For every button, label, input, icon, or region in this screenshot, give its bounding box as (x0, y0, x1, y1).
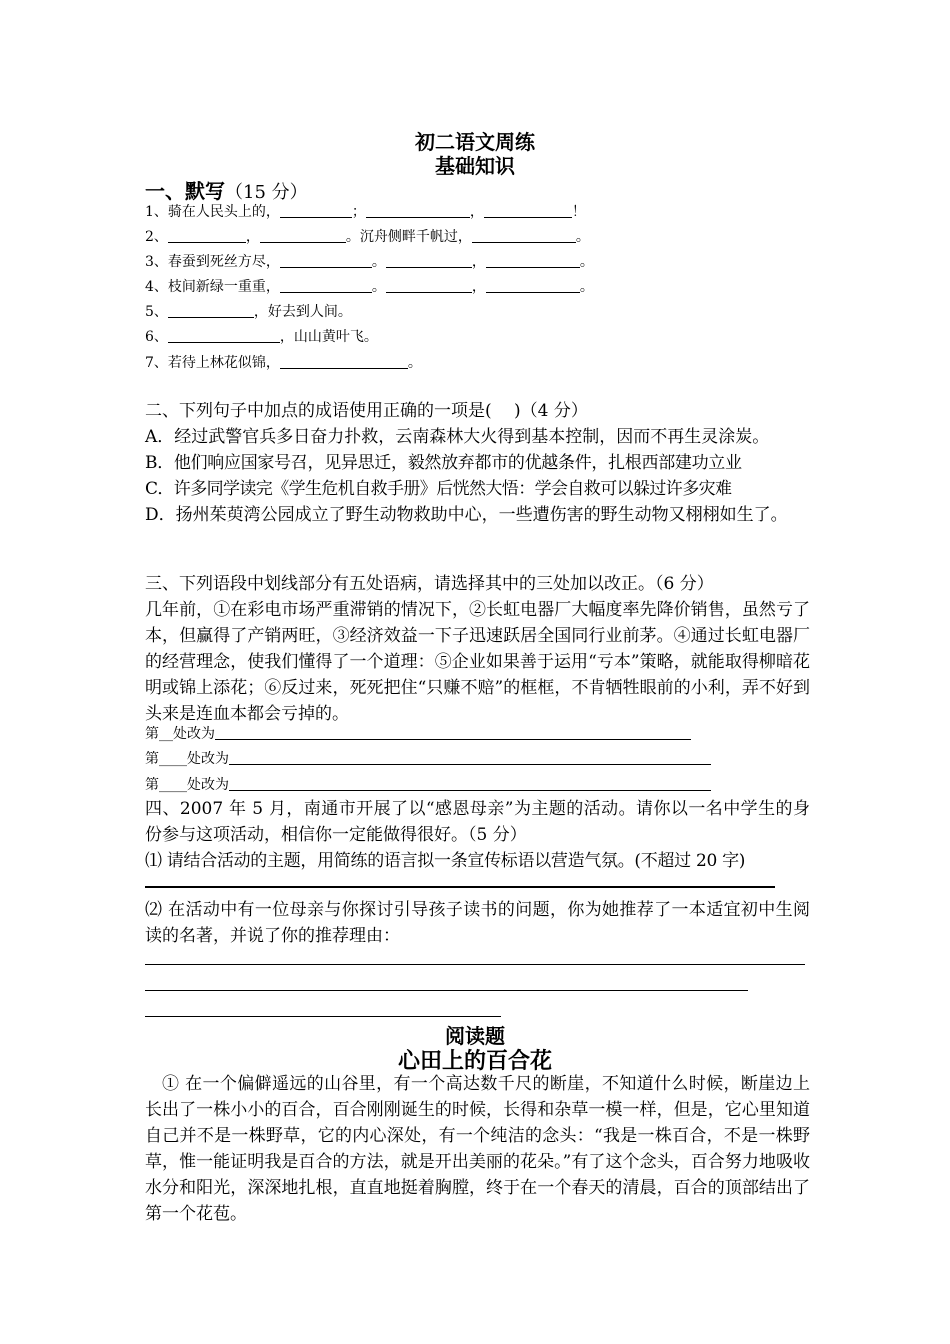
option-d: D．扬州茱萸湾公园成立了野生动物救助中心，一些遭伤害的野生动物又栩栩如生了。 (145, 505, 788, 525)
answer-blank[interactable] (386, 276, 472, 293)
dictation-text: ； (351, 204, 366, 220)
dictation-text: 7、若待上林花似锦， (145, 355, 280, 371)
correction-blank[interactable] (229, 748, 711, 765)
dictation-text: ， (245, 229, 260, 245)
dictation-item-1 (145, 200, 810, 224)
dictation-text: 。 (579, 279, 594, 295)
section4-intro: 四、2007 年 5 月，南通市开展了以“感恩母亲”为主题的活动。请你以一名中学生的身份参与这项活动，相信你一定能做得很好。（5 分） (145, 799, 810, 845)
section4-q1: ⑴ 请结合活动的主题，用简练的语言拟一条宣传标语以营造气氛。(不超过 20 字) (145, 851, 746, 871)
page-title: 初二语文周练 (415, 130, 535, 154)
dictation-text: 2、 (145, 229, 168, 245)
correction-label: 第____处改为 (145, 751, 229, 767)
dictation-text: ， (471, 254, 486, 270)
dictation-item-7 (145, 351, 810, 375)
dictation-text: ， (469, 204, 484, 220)
dictation-item-6 (145, 325, 810, 349)
dictation-text: 4、枝间新绿一重重， (145, 279, 280, 295)
answer-blank[interactable] (168, 226, 246, 243)
section3 (145, 571, 810, 727)
section3-passage: 几年前，①在彩电市场严重滞销的情况下，②长虹电器厂大幅度率先降价销售，虽然亏了本，但赢得了产销两旺，③经济效益一下子迅速跃居全国同行业前茅。④通过长虹电器厂的经营理念，使我们懂得了一个道理：⑤企业如果善于运用“亏本”策略，就能取得柳暗花明或锦上添花；⑥反过来，死死把住“只赚不赔”的框框，不肯牺牲眼前的小利，弄不好到头来是连血本都会亏掉的。 (145, 600, 810, 724)
correction-line-3 (145, 773, 810, 797)
answer-blank[interactable] (260, 226, 346, 243)
reason-answer-line-1[interactable] (145, 964, 805, 965)
dictation-text: 6、 (145, 329, 168, 345)
answer-blank[interactable] (168, 301, 254, 318)
section4-q2: ⑵ 在活动中有一位母亲与你探讨引导孩子读书的问题，你为她推荐了一本适宜初中生阅读的名著，并说了你的推荐理由： (145, 900, 810, 946)
answer-blank[interactable] (280, 251, 372, 268)
answer-blank[interactable] (280, 201, 352, 218)
section1-points: （15 分） (225, 182, 308, 203)
section4-part2 (145, 897, 810, 949)
dictation-text: 。 (407, 355, 422, 371)
section2-question: 二、下列句子中加点的成语使用正确的一项是( )（4 分） (145, 401, 588, 421)
answer-blank[interactable] (486, 276, 580, 293)
dictation-text: 。 (575, 229, 590, 245)
dictation-text: ，山山黄叶飞。 (279, 329, 378, 345)
correction-label: 第____处改为 (145, 777, 229, 793)
reason-answer-line-2[interactable] (145, 990, 748, 991)
answer-blank[interactable] (484, 201, 572, 218)
option-b: B．他们响应国家号召，见异思迁，毅然放弃都市的优越条件，扎根西部建功立业 (145, 453, 742, 473)
answer-blank[interactable] (280, 352, 408, 369)
answer-blank[interactable] (386, 251, 472, 268)
dictation-text: 1、骑在人民头上的， (145, 204, 280, 220)
section4 (145, 796, 810, 874)
section2 (145, 398, 810, 528)
answer-blank[interactable] (366, 201, 470, 218)
correction-label: 第__处改为 (145, 726, 215, 742)
dictation-item-2 (145, 225, 810, 249)
reading-heading: 阅读题 (445, 1024, 505, 1048)
dictation-text: ！ (571, 204, 586, 220)
dictation-item-3 (145, 250, 810, 274)
dictation-text: ，好去到人间。 (253, 304, 352, 320)
answer-blank[interactable] (168, 326, 280, 343)
correction-line-1 (145, 722, 810, 746)
correction-blank[interactable] (229, 774, 711, 791)
option-c: C．许多同学读完《学生危机自救手册》后恍然大悟：学会自救可以躲过许多灾难 (145, 479, 732, 499)
dictation-text: 。沉舟侧畔千帆过， (345, 229, 472, 245)
section1-title: 一、默写 (145, 179, 225, 203)
dictation-text: 。 (371, 279, 386, 295)
correction-line-2 (145, 747, 810, 771)
answer-blank[interactable] (472, 226, 576, 243)
answer-blank[interactable] (486, 251, 580, 268)
option-a: A．经过武警官兵多日奋力扑救，云南森林大火得到基本控制，因而不再生灵涂炭。 (145, 427, 770, 447)
correction-blank[interactable] (215, 723, 691, 740)
answer-blank[interactable] (280, 276, 372, 293)
dictation-text: 3、春蚕到死丝方尽， (145, 254, 280, 270)
dictation-text: 5、 (145, 304, 168, 320)
dictation-text: 。 (579, 254, 594, 270)
section3-question: 三、下列语段中划线部分有五处语病，请选择其中的三处加以改正。（6 分） (145, 574, 714, 594)
slogan-answer-line[interactable] (145, 886, 775, 888)
dictation-item-4 (145, 275, 810, 299)
reading-paragraph-1: ① 在一个偏僻遥远的山谷里，有一个高达数千尺的断崖，不知道什么时候，断崖边上长出了一株小小的百合，百合刚刚诞生的时候，长得和杂草一模一样，但是，它心里知道自己并不是一株野草，它的内心深处，有一个纯洁的念头：“我是一株百合，不是一株野草，惟一能证明我是百合的方法，就是开出美丽的花朵。”有了这个念头，百合努力地吸收水分和阳光，深深地扎根，直直地挺着胸膛，终于在一个春天的清晨，百合的顶部结出了第一个花苞。 (145, 1074, 810, 1224)
dictation-text: 。 (371, 254, 386, 270)
dictation-text: ， (471, 279, 486, 295)
reading-title: 心田上的百合花 (397, 1048, 552, 1074)
reading-passage (145, 1071, 810, 1227)
page-subtitle: 基础知识 (435, 154, 515, 178)
dictation-item-5 (145, 300, 810, 324)
reason-answer-line-3[interactable] (145, 1016, 501, 1017)
